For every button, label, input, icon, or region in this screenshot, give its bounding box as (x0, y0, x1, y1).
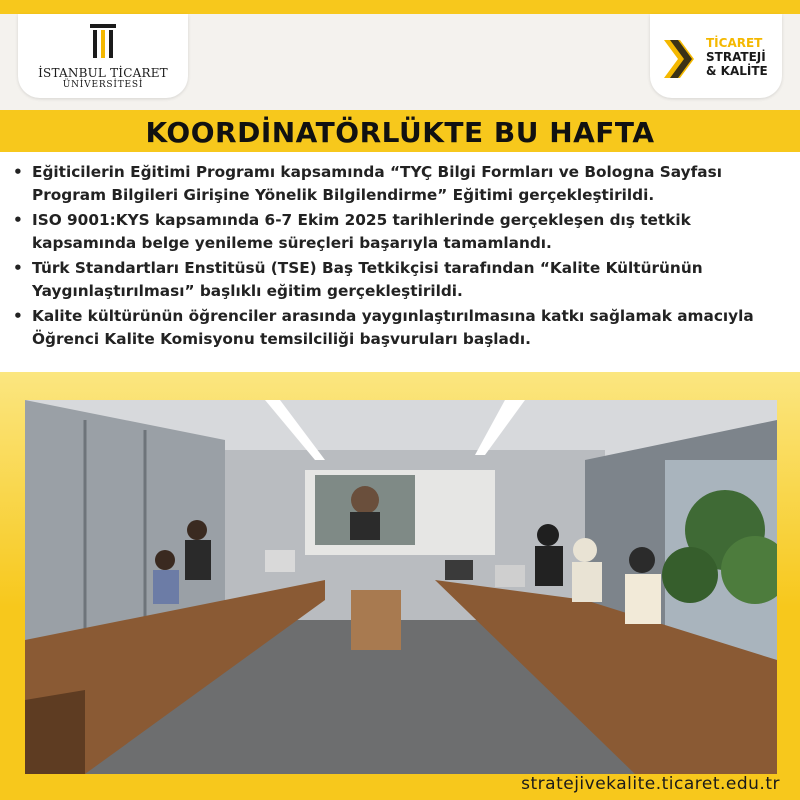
list-item (10, 161, 795, 207)
bullet-icon: • (13, 259, 23, 277)
university-emblem-icon (90, 24, 116, 58)
bullet-icon: • (13, 211, 23, 229)
university-subtitle: ÜNİVERSİTESİ (62, 80, 144, 90)
list-item (10, 209, 795, 255)
footer-website-url[interactable]: stratejivekalite.ticaret.edu.tr (521, 774, 780, 794)
brand-line-1: TİCARET (706, 36, 763, 50)
list-item-text: Kalite kültürünün öğrenciler arasında yaygınlaştırılmasına katkı sağlamak amacıyla Öğrenci Kalite Komisyonu temsilciliği başvuruları başladı. (32, 307, 754, 348)
list-item-text: Eğiticilerin Eğitimi Programı kapsamında “TYÇ Bilgi Formları ve Bologna Sayfası Program Bilgileri Girişine Yönelik Bilgilendirme” Eğitimi gerçekleştirildi. (32, 163, 722, 204)
bullet-icon: • (13, 307, 23, 325)
university-logo (18, 14, 188, 98)
bullet-icon: • (13, 163, 23, 181)
brand-line-3: & KALİTE (706, 64, 768, 78)
university-name: İSTANBUL TİCARET (38, 66, 168, 80)
list-item (10, 305, 795, 351)
list-item-text: Türk Standartları Enstitüsü (TSE) Baş Tetkikçisi tarafından “Kalite Kültürünün Yaygınlaştırılması” başlıklı eğitim gerçekleştirildi. (32, 259, 703, 300)
chevron-arrow-icon (664, 40, 702, 78)
list-item-text: ISO 9001:KYS kapsamında 6-7 Ekim 2025 tarihlerinde gerçekleşen dış tetkik kapsamında belge yenileme süreçleri başarıyla tamamlandı. (32, 211, 691, 252)
page-title: KOORDİNATÖRLÜKTE BU HAFTA (145, 116, 655, 149)
news-list (10, 161, 795, 353)
brand-line-2: STRATEJİ (706, 50, 766, 64)
meeting-room-photo (25, 400, 777, 774)
meeting-scene-illustration (25, 400, 777, 774)
list-item (10, 257, 795, 303)
strategy-quality-logo (650, 14, 782, 98)
